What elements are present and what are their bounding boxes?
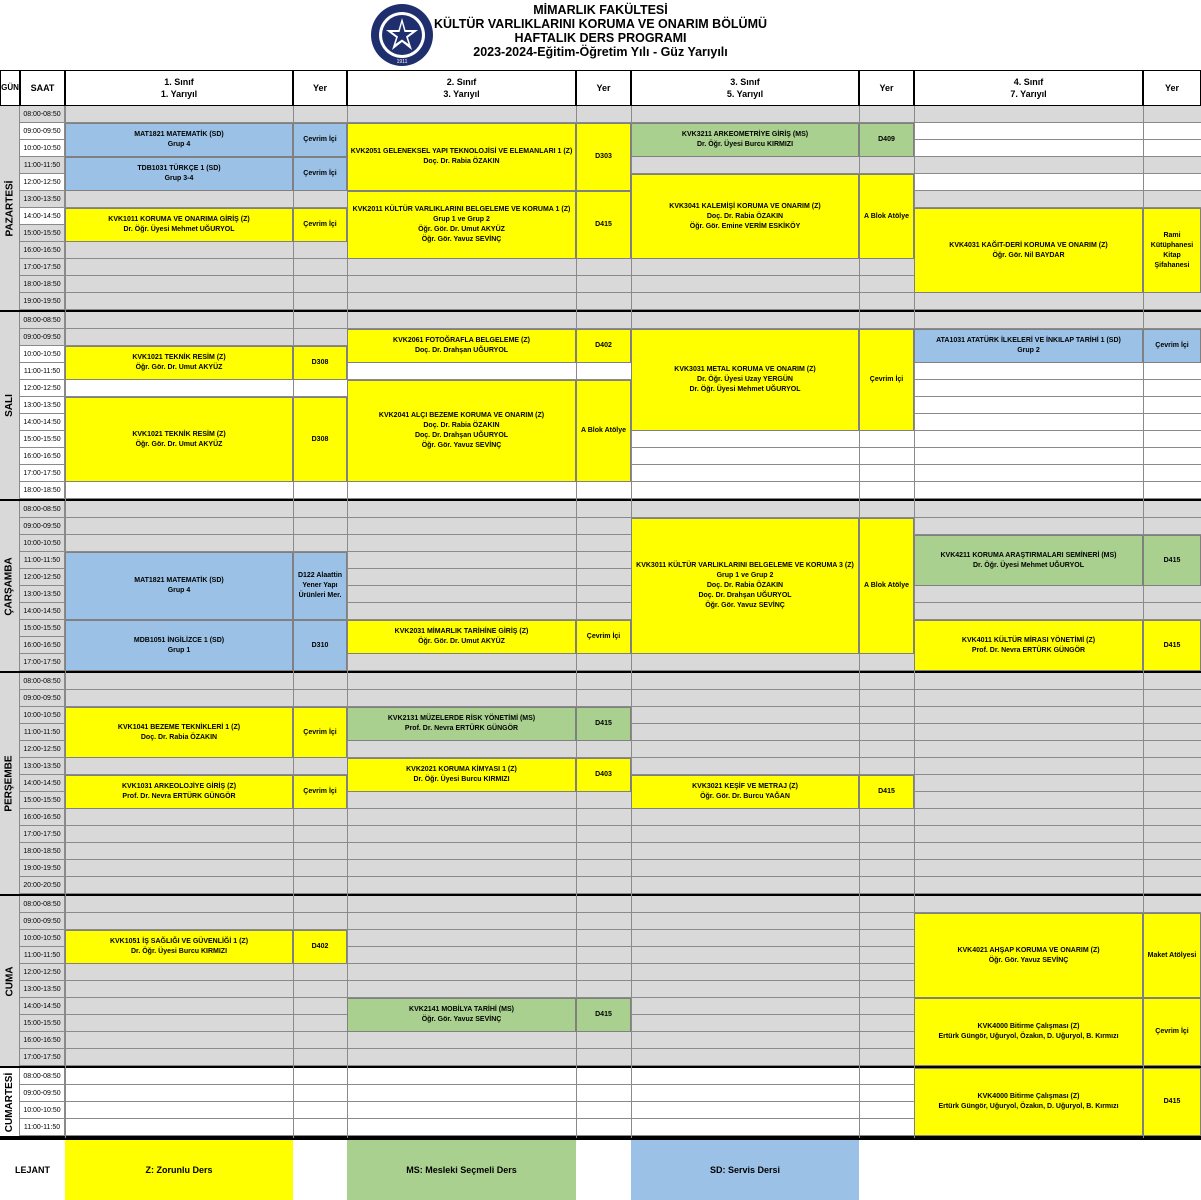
column-header-place-1: Yer <box>293 70 347 106</box>
place-text: Çevrim İçi <box>303 788 337 795</box>
legend-label: LEJANT <box>0 1138 65 1200</box>
day-label-0 <box>0 106 20 310</box>
course-place <box>576 620 631 654</box>
place-text: A Blok Atölye <box>864 212 909 220</box>
empty-slot-row <box>65 758 1201 775</box>
place-text: D402 <box>595 342 612 349</box>
time-slot: 17:00-17:50 <box>20 654 65 671</box>
course-place <box>1143 329 1201 363</box>
course-detail: Dr. Öğr. Üyesi Mehmet UĞURYOL <box>123 226 235 233</box>
place-text: D415 <box>595 1011 612 1018</box>
course-place <box>859 518 914 654</box>
course-title: KVK2031 MİMARLIK TARİHİNE GİRİŞ (Z) <box>394 628 529 635</box>
course-block[interactable] <box>631 518 859 654</box>
course-place <box>293 707 347 758</box>
course-detail: Öğr. Gör. Dr. Umut AKYÜZ <box>418 226 505 233</box>
course-block[interactable] <box>65 346 293 380</box>
day-name: ÇARŞAMBA <box>4 556 15 616</box>
course-title: KVK3031 METAL KORUMA VE ONARIM (Z) <box>674 366 816 373</box>
course-detail: Grup 1 ve Grup 2 <box>716 572 774 579</box>
course-detail: Prof. Dr. Nevra ERTÜRK GÜNGÖR <box>122 793 236 800</box>
course-detail: Öğr. Gör. Dr. Umut AKYÜZ <box>135 440 223 448</box>
course-detail: Dr. Öğr. Üyesi Burcu KIRMIZI <box>130 948 228 955</box>
logo-year: 1911 <box>396 59 408 65</box>
time-slot: 08:00-08:50 <box>20 896 65 913</box>
course-place <box>859 123 914 157</box>
time-slot: 12:00-12:50 <box>20 380 65 397</box>
place-text: D308 <box>311 435 329 443</box>
empty-slot-row <box>65 860 1201 877</box>
legend-servis: SD: Servis Dersi <box>631 1138 859 1200</box>
course-title: KVK2061 FOTOĞRAFLA BELGELEME (Z) <box>393 337 530 344</box>
day-label-1 <box>0 312 20 499</box>
course-detail: Grup 3-4 <box>164 175 194 182</box>
time-slot: 09:00-09:50 <box>20 690 65 707</box>
course-place <box>293 775 347 809</box>
column-header-class2 <box>347 70 576 106</box>
course-block[interactable] <box>347 380 576 482</box>
course-detail: Dr. Öğr. Üyesi Mehmet UĞURYOL <box>973 561 1084 569</box>
course-detail: Grup 1 ve Grup 2 <box>433 216 490 223</box>
course-place <box>293 208 347 242</box>
course-place <box>293 930 347 964</box>
course-detail: Öğr. Gör. Dr. Burcu YAĞAN <box>700 793 790 800</box>
course-block[interactable] <box>631 775 859 809</box>
course-block[interactable] <box>65 552 293 620</box>
course-detail: Doç. Dr. Rabia ÖZAKIN <box>706 582 784 589</box>
course-title: KVK4021 AHŞAP KORUMA VE ONARIM (Z) <box>957 946 1100 954</box>
empty-slot-row <box>65 809 1201 826</box>
course-block[interactable] <box>65 397 293 482</box>
course-place <box>293 346 347 380</box>
time-slot: 20:00-20:50 <box>20 877 65 894</box>
empty-slot-row <box>65 501 1201 518</box>
course-place <box>1143 208 1201 293</box>
course-block[interactable] <box>347 123 576 191</box>
time-slot: 10:00-10:50 <box>20 707 65 724</box>
time-slot: 11:00-11:50 <box>20 947 65 964</box>
course-place <box>576 380 631 482</box>
column-header-class1 <box>65 70 293 106</box>
time-slot: 13:00-13:50 <box>20 981 65 998</box>
time-slot: 18:00-18:50 <box>20 482 65 499</box>
course-place <box>293 397 347 482</box>
legend-gap <box>576 1138 631 1200</box>
course-block[interactable] <box>65 930 293 964</box>
place-text: D415 <box>878 788 895 795</box>
time-slot: 10:00-10:50 <box>20 1102 65 1119</box>
course-detail: Ertürk Güngör, Uğuryol, Özakın, D. Uğuryol, B. Kırmızı <box>938 1033 1119 1040</box>
empty-slot-row <box>65 482 1201 499</box>
course-place <box>1143 1068 1201 1136</box>
day-label-2 <box>0 501 20 671</box>
class4-header-line: 7. Yarıyıl <box>1010 89 1047 99</box>
place-text: A Blok Atölye <box>581 427 626 434</box>
course-title: KVK2051 GELENEKSEL YAPI TEKNOLOJİSİ VE ELEMANLARI 1 (Z) <box>350 148 573 155</box>
day-label-3 <box>0 673 20 894</box>
class1-header-line: 1. Yarıyıl <box>160 89 198 99</box>
time-slot: 14:00-14:50 <box>20 998 65 1015</box>
course-place <box>293 552 347 620</box>
time-slot: 09:00-09:50 <box>20 518 65 535</box>
course-title: KVK3211 ARKEOMETRİYE GİRİŞ (MS) <box>681 131 809 138</box>
course-block[interactable] <box>914 998 1143 1066</box>
time-slot: 13:00-13:50 <box>20 397 65 414</box>
course-title: KVK1021 TEKNİK RESİM (Z) <box>132 354 226 361</box>
course-title: KVK2021 KORUMA KİMYASI 1 (Z) <box>406 766 517 773</box>
course-block[interactable] <box>347 707 576 741</box>
time-slot: 16:00-16:50 <box>20 637 65 654</box>
legend-gap <box>293 1138 347 1200</box>
place-text: D409 <box>878 136 895 143</box>
place-text: Çevrim İçi <box>303 221 337 228</box>
course-place <box>293 123 347 157</box>
course-place <box>1143 913 1201 998</box>
time-slot: 08:00-08:50 <box>20 1068 65 1085</box>
empty-slot-row <box>65 293 1201 310</box>
course-detail: Doç. Dr. Rabia ÖZAKIN <box>423 422 500 429</box>
time-slot: 11:00-11:50 <box>20 363 65 380</box>
place-text: Çevrim İçi <box>303 136 337 143</box>
course-place <box>859 775 914 809</box>
course-detail: Doç. Dr. Rabia ÖZAKIN <box>706 212 784 220</box>
course-block[interactable] <box>65 123 293 157</box>
class4-header-line: 4. Sınıf <box>1013 77 1044 87</box>
time-slot: 18:00-18:50 <box>20 276 65 293</box>
column-header-time: SAAT <box>20 70 65 106</box>
time-slot: 09:00-09:50 <box>20 1085 65 1102</box>
course-block[interactable] <box>914 329 1143 363</box>
time-slot: 19:00-19:50 <box>20 860 65 877</box>
class2-header-line: 2. Sınıf <box>446 77 477 87</box>
time-slot: 15:00-15:50 <box>20 431 65 448</box>
course-title: KVK2041 ALÇI BEZEME KORUMA VE ONARIM (Z) <box>378 412 545 419</box>
empty-slot-row <box>65 896 1201 913</box>
course-title: KVK1041 BEZEME TEKNİKLERİ 1 (Z) <box>117 723 241 731</box>
course-block[interactable] <box>914 913 1143 998</box>
time-slot: 15:00-15:50 <box>20 620 65 637</box>
time-slot: 15:00-15:50 <box>20 792 65 809</box>
course-detail: Doç. Dr. Drahşan UĞURYOL <box>698 592 792 599</box>
course-place <box>576 998 631 1032</box>
department-title: KÜLTÜR VARLIKLARINI KORUMA VE ONARIM BÖLÜMÜ <box>433 17 768 31</box>
column-header-place-2: Yer <box>576 70 631 106</box>
course-detail: Öğr. Gör. Dr. Umut AKYÜZ <box>418 638 505 645</box>
empty-slot-row <box>65 877 1201 894</box>
place-text: Çevrim İçi <box>303 728 337 736</box>
course-detail: Grup 1 <box>167 646 191 654</box>
course-detail: Öğr. Gör. Yavuz SEVİNÇ <box>421 1016 502 1023</box>
empty-slot-row <box>65 690 1201 707</box>
time-slot: 11:00-11:50 <box>20 157 65 174</box>
time-slot: 16:00-16:50 <box>20 1032 65 1049</box>
schedule-header <box>0 0 1201 70</box>
place-text: Çevrim İçi <box>1155 342 1189 349</box>
course-detail: Doç. Dr. Rabia ÖZAKIN <box>140 733 218 741</box>
time-slot: 15:00-15:50 <box>20 225 65 242</box>
time-slot: 17:00-17:50 <box>20 1049 65 1066</box>
time-slot: 16:00-16:50 <box>20 809 65 826</box>
class3-header-line: 3. Sınıf <box>730 77 760 87</box>
place-text: D415 <box>1163 1098 1181 1105</box>
time-slot: 09:00-09:50 <box>20 329 65 346</box>
course-detail: Dr. Öğr. Üyesi Burcu KIRMIZI <box>696 141 794 148</box>
course-place <box>1143 620 1201 671</box>
course-title: KVK3041 KALEMİŞİ KORUMA VE ONARIM (Z) <box>669 202 821 210</box>
time-slot: 14:00-14:50 <box>20 414 65 431</box>
day-name: SALI <box>4 394 15 417</box>
course-block[interactable] <box>65 157 293 191</box>
place-text: D415 <box>595 221 612 228</box>
time-slot: 12:00-12:50 <box>20 741 65 758</box>
course-block[interactable] <box>347 998 576 1032</box>
course-block[interactable] <box>347 758 576 792</box>
time-slot: 12:00-12:50 <box>20 569 65 586</box>
column-header-place-3: Yer <box>859 70 914 106</box>
course-place <box>293 157 347 191</box>
course-detail: Öğr. Gör. Nil BAYDAR <box>992 251 1065 259</box>
course-detail: Öğr. Gör. Yavuz SEVİNÇ <box>705 602 785 609</box>
empty-slot-row <box>65 826 1201 843</box>
course-block[interactable] <box>631 329 859 431</box>
time-slot: 18:00-18:50 <box>20 843 65 860</box>
course-place <box>576 123 631 191</box>
course-detail: Grup 4 <box>167 587 191 594</box>
class1-header-line: 1. Sınıf <box>164 77 194 87</box>
column-header-class4 <box>914 70 1143 106</box>
place-text: Rami Kütüphanesi Kitap Şifahanesi <box>1150 231 1194 269</box>
time-slot: 17:00-17:50 <box>20 259 65 276</box>
time-slot: 10:00-10:50 <box>20 346 65 363</box>
course-block[interactable] <box>65 620 293 671</box>
class2-header-line: 3. Yarıyıl <box>443 89 480 99</box>
course-block[interactable] <box>65 707 293 758</box>
time-slot: 12:00-12:50 <box>20 174 65 191</box>
place-text: D310 <box>311 641 329 649</box>
legend-zorunlu: Z: Zorunlu Ders <box>65 1138 293 1200</box>
course-detail: Prof. Dr. Nevra ERTÜRK GÜNGÖR <box>404 725 519 732</box>
course-title: KVK4211 KORUMA ARAŞTIRMALARI SEMİNERİ (MS) <box>940 551 1117 559</box>
place-text: D415 <box>595 720 612 727</box>
time-slot: 08:00-08:50 <box>20 106 65 123</box>
course-block[interactable] <box>914 208 1143 293</box>
place-text: Çevrim İçi <box>586 633 621 640</box>
course-title: KVK4011 KÜLTÜR MİRASI YÖNETİMİ (Z) <box>961 636 1096 644</box>
course-place <box>1143 535 1201 586</box>
course-title: KVK2011 KÜLTÜR VARLIKLARINI BELGELEME VE KORUMA 1 (Z) <box>352 206 571 213</box>
course-place <box>576 758 631 792</box>
course-block[interactable] <box>65 775 293 809</box>
course-detail: Ertürk Güngör, Uğuryol, Özakın, D. Uğuryol, B. Kırmızı <box>938 1103 1119 1110</box>
empty-slot-row <box>65 843 1201 860</box>
class3-header-line: 5. Yarıyıl <box>726 89 764 99</box>
time-slot: 19:00-19:50 <box>20 293 65 310</box>
course-title: KVK3021 KEŞİF VE METRAJ (Z) <box>692 783 798 790</box>
time-slot: 17:00-17:50 <box>20 465 65 482</box>
course-block[interactable] <box>914 620 1143 671</box>
course-detail: Doç. Dr. Rabia ÖZAKIN <box>423 158 500 165</box>
time-slot: 09:00-09:50 <box>20 913 65 930</box>
day-name: CUMA <box>4 966 15 996</box>
course-title: KVK3011 KÜLTÜR VARLIKLARINI BELGELEME VE KORUMA 3 (Z) <box>636 562 854 569</box>
course-detail: Grup 2 <box>1017 347 1040 354</box>
academic-year-title: 2023-2024-Eğitim-Öğretim Yılı - Güz Yarıyılı <box>473 45 728 59</box>
course-title: KVK1031 ARKEOLOJİYE GİRİŞ (Z) <box>121 783 237 790</box>
course-detail: Öğr. Gör. Yavuz SEVİNÇ <box>421 236 502 243</box>
faculty-title: MİMARLIK FAKÜLTESİ <box>533 3 668 17</box>
course-title: KVK4000 Bitirme Çalışması (Z) <box>977 1023 1080 1030</box>
place-text: D415 <box>1163 556 1181 564</box>
course-detail: Dr. Öğr. Üyesi Uzay YERGÜN <box>697 376 793 383</box>
place-text: D303 <box>595 153 612 160</box>
course-place <box>576 707 631 741</box>
empty-slot-row <box>65 673 1201 690</box>
course-detail: Grup 4 <box>167 141 191 148</box>
course-title: MAT1821 MATEMATİK (SD) <box>134 131 224 138</box>
time-slot: 08:00-08:50 <box>20 312 65 329</box>
legend-gap <box>859 1138 1201 1200</box>
place-text: D308 <box>311 359 329 366</box>
time-slot: 10:00-10:50 <box>20 535 65 552</box>
place-text: Çevrim İçi <box>869 376 904 383</box>
empty-slot-row <box>65 312 1201 329</box>
column-header-class3 <box>631 70 859 106</box>
time-slot: 09:00-09:50 <box>20 123 65 140</box>
course-title: KVK2131 MÜZELERDE RİSK YÖNETİMİ (MS) <box>387 715 536 722</box>
course-title: KVK1011 KORUMA VE ONARIMA GİRİŞ (Z) <box>108 216 250 223</box>
time-slot: 13:00-13:50 <box>20 191 65 208</box>
course-block[interactable] <box>914 1068 1143 1136</box>
course-detail: Doç. Dr. Drahşan UĞURYOL <box>414 432 509 439</box>
time-slot: 11:00-11:50 <box>20 1119 65 1136</box>
time-slot: 11:00-11:50 <box>20 724 65 741</box>
course-title: KVK1021 TEKNİK RESİM (Z) <box>132 430 226 438</box>
course-block[interactable] <box>914 535 1143 586</box>
course-block[interactable] <box>347 191 576 259</box>
time-slot: 14:00-14:50 <box>20 603 65 620</box>
course-place <box>576 329 631 363</box>
place-text: Çevrim İçi <box>303 170 337 177</box>
course-place <box>293 620 347 671</box>
place-text: D122 Alaattin Yener Yapı Ürünleri Mer. <box>297 572 343 599</box>
course-title: KVK4031 KAĞIT-DERİ KORUMA VE ONARIM (Z) <box>949 241 1108 249</box>
column-header-place-4: Yer <box>1143 70 1201 106</box>
day-name: PAZARTESİ <box>4 180 15 236</box>
course-detail: Doç. Dr. Drahşan UĞURYOL <box>414 347 509 354</box>
course-place <box>859 329 914 431</box>
course-place <box>1143 998 1201 1066</box>
time-slot: 17:00-17:50 <box>20 826 65 843</box>
place-text: D403 <box>595 771 612 778</box>
day-label-4 <box>0 896 20 1066</box>
course-block[interactable] <box>631 174 859 259</box>
program-title: HAFTALIK DERS PROGRAMI <box>514 31 687 45</box>
course-title: MAT1821 MATEMATİK (SD) <box>134 577 224 584</box>
course-detail: Dr. Öğr. Üyesi Burcu KIRMIZI <box>413 776 510 783</box>
course-title: MDB1051 İNGİLİZCE 1 (SD) <box>133 636 225 644</box>
course-detail: Prof. Dr. Nevra ERTÜRK GÜNGÖR <box>971 646 1086 654</box>
course-title: KVK2141 MOBİLYA TARİHİ (MS) <box>409 1006 514 1013</box>
time-slot: 13:00-13:50 <box>20 758 65 775</box>
course-place <box>859 174 914 259</box>
course-detail: Öğr. Gör. Yavuz SEVİNÇ <box>421 442 502 449</box>
time-slot: 10:00-10:50 <box>20 140 65 157</box>
course-detail: Dr. Öğr. Üyesi Mehmet UĞURYOL <box>689 386 801 393</box>
course-block[interactable] <box>347 329 576 363</box>
course-detail: Öğr. Gör. Emine VERİM ESKİKÖY <box>689 222 801 230</box>
time-slot: 11:00-11:50 <box>20 552 65 569</box>
course-block[interactable] <box>347 620 576 654</box>
course-block[interactable] <box>631 123 859 157</box>
time-slot: 15:00-15:50 <box>20 1015 65 1032</box>
time-slot: 14:00-14:50 <box>20 208 65 225</box>
legend-mesleki-secmeli: MS: Mesleki Seçmeli Ders <box>347 1138 576 1200</box>
place-text: A Blok Atölye <box>864 582 909 589</box>
course-detail: Öğr. Gör. Yavuz SEVİNÇ <box>988 956 1069 964</box>
time-slot: 14:00-14:50 <box>20 775 65 792</box>
course-title: TDB1031 TÜRKÇE 1 (SD) <box>137 165 221 172</box>
course-place <box>576 191 631 259</box>
day-name: PERŞEMBE <box>4 755 15 812</box>
empty-slot-row <box>65 106 1201 123</box>
time-slot: 16:00-16:50 <box>20 242 65 259</box>
time-slot: 12:00-12:50 <box>20 964 65 981</box>
course-title: KVK1051 İŞ SAĞLIĞI VE GÜVENLİĞİ 1 (Z) <box>109 938 249 945</box>
course-title: KVK4000 Bitirme Çalışması (Z) <box>977 1093 1080 1100</box>
time-slot: 08:00-08:50 <box>20 673 65 690</box>
course-detail: Öğr. Gör. Dr. Umut AKYÜZ <box>135 364 223 371</box>
course-block[interactable] <box>65 208 293 242</box>
time-slot: 13:00-13:50 <box>20 586 65 603</box>
time-slot: 16:00-16:50 <box>20 448 65 465</box>
time-slot: 10:00-10:50 <box>20 930 65 947</box>
weekly-schedule-table <box>0 70 1201 1200</box>
place-text: D415 <box>1163 641 1181 649</box>
place-text: Çevrim İçi <box>1155 1028 1189 1035</box>
day-name: CUMARTESİ <box>4 1072 16 1132</box>
course-title: ATA1031 ATATÜRK İLKELERİ VE İNKILAP TARİHİ 1 (SD) <box>936 337 1121 344</box>
place-text: Maket Atölyesi <box>1147 951 1197 959</box>
place-text: D402 <box>311 943 329 950</box>
time-slot: 08:00-08:50 <box>20 501 65 518</box>
day-label-5 <box>0 1068 20 1136</box>
column-header-day: GÜN <box>0 70 20 106</box>
